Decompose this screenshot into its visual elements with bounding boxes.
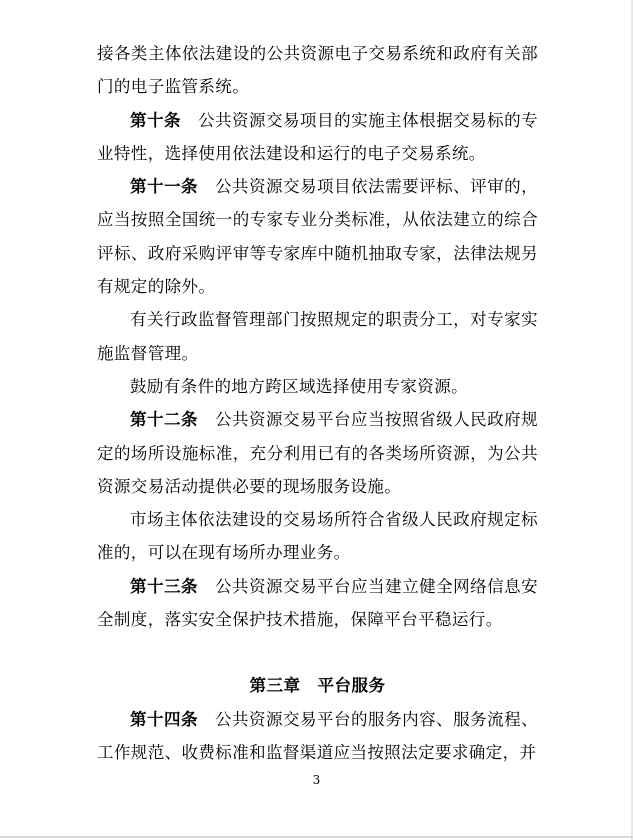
article-number: 第十二条 [130,410,199,430]
paragraph-text: 市场主体依法建设的交易场所符合省级人民政府规定标准的，可以在现有场所办理业务。 [97,510,538,563]
paragraph-article-10 [97,104,538,171]
article-number: 第十条 [130,110,182,130]
article-number: 第十四条 [130,709,199,729]
paragraph-text: 接各类主体依法建设的公共资源电子交易系统和政府有关部门的电子监管系统。 [97,44,538,97]
paragraph-article-14 [97,703,538,770]
paragraph-text: 公共资源交易平台应当建立健全网络信息安全制度，落实安全保护技术措施，保障平台平稳运行。 [97,576,538,630]
paragraph-article-11-clause-3 [97,370,538,403]
article-number: 第十一条 [130,177,199,197]
page-edge-bottom [0,836,633,838]
paragraph-article-11 [97,170,538,303]
paragraph-article-12-clause-2 [97,503,538,570]
chapter-heading: 第三章 平台服务 [249,676,386,696]
paragraph-article-11-clause-2 [97,303,538,370]
paragraph-text: 有关行政监督管理部门按照规定的职责分工，对专家实施监督管理。 [97,310,538,363]
paragraph-text: 公共资源交易项目依法需要评标、评审的，应当按照全国统一的专家专业分类标准，从依法建立的综合评标、政府采购评审等专家库中随机抽取专家，法律法规另有规定的除外。 [97,177,538,297]
paragraph-text: 公共资源交易平台的服务内容、服务流程、工作规范、收费标准和监督渠道应当按照法定要求确定，并 [97,709,538,762]
section-spacer [97,636,538,669]
paragraph-text: 鼓励有条件的地方跨区域选择使用专家资源。 [130,376,468,396]
article-number: 第十三条 [130,576,199,596]
paragraph-article-13 [97,570,538,637]
paragraph-article-12 [97,403,538,503]
page-number: 3 [312,773,321,787]
paragraph-continuation [97,37,538,104]
page-body [97,37,538,769]
paragraph-text: 公共资源交易平台应当按照省级人民政府规定的场所设施标准，充分利用已有的各类场所资源，为公共资源交易活动提供必要的现场服务设施。 [97,410,538,496]
paragraph-text: 公共资源交易项目的实施主体根据交易标的专业特性，选择使用依法建设和运行的电子交易系统。 [97,110,539,163]
